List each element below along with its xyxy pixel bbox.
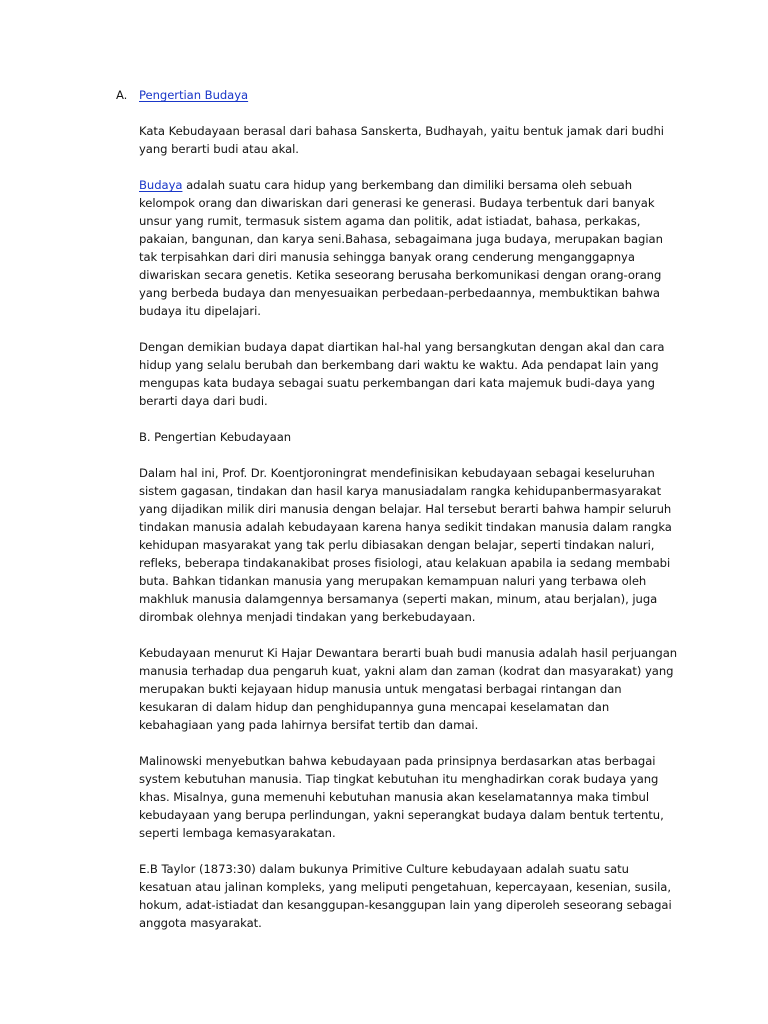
document-body bbox=[116, 86, 679, 950]
paragraph-budaya bbox=[139, 176, 679, 320]
paragraph-eb-taylor: E.B Taylor (1873:30) dalam bukunya Primitive Culture kebudayaan adalah suatu satu kesatuan atau jalinan kompleks, yang meliputi pengetahuan, kepercayaan, kesenian, susila, hokum, adat-istiadat dan kesanggupan-kesanggupan lain yang diperoleh seseorang sebagai anggota masyarakat. bbox=[139, 862, 672, 930]
paragraph-kata-kebudayaan: Kata Kebudayaan berasal dari bahasa Sanskerta, Budhayah, yaitu bentuk jamak dari budhi yang berarti budi atau akal. bbox=[139, 124, 664, 156]
section-a-marker: A. bbox=[116, 88, 128, 102]
paragraph-malinowski: Malinowski menyebutkan bahwa kebudayaan pada prinsipnya berdasarkan atas berbagai system kebutuhan manusia. Tiap tingkat kebutuhan itu menghadirkan corak budaya yang khas. Misalnya, guna memenuhi kebutuhan manusia akan keselamatannya maka timbul kebudayaan yang berupa perlindungan, yakni seperangkat budaya dalam bentuk tertentu, seperti lembaga kemasyarakatan. bbox=[139, 754, 664, 840]
paragraph-ki-hajar-dewantara: Kebudayaan menurut Ki Hajar Dewantara berarti buah budi manusia adalah hasil perjuangan manusia terhadap dua pengaruh kuat, yakni alam dan zaman (kodrat dan masyarakat) yang merupakan bukti kejayaan hidup manusia untuk mengatasi berbagai rintangan dan kesukaran di dalam hidup dan penghidupannya guna mencapai keselamatan dan kebahagiaan yang pada lahirnya bersifat tertib dan damai. bbox=[139, 646, 678, 732]
budaya-link[interactable]: Budaya bbox=[139, 178, 183, 192]
section-a-heading bbox=[116, 86, 679, 104]
paragraph-budaya-text: adalah suatu cara hidup yang berkembang dan dimiliki bersama oleh sebuah kelompok orang dan diwariskan dari generasi ke generasi. Budaya terbentuk dari banyak unsur yang rumit, termasuk sistem agama dan politik, adat istiadat, bahasa, perkakas, pakaian, bangunan, dan karya seni.Bahasa, sebagaimana juga budaya, merupakan bagian tak terpisahkan dari diri manusia sehingga banyak orang cenderung menganggapnya diwariskan secara genetis. Ketika seseorang berusaha berkomunikasi dengan orang-orang yang berbeda budaya dan menyesuaikan perbedaan-perbedaannya, membuktikan bahwa budaya itu dipelajari. bbox=[139, 178, 663, 318]
section-b-heading: B. Pengertian Kebudayaan bbox=[139, 430, 292, 444]
pengertian-budaya-link[interactable]: Pengertian Budaya bbox=[139, 88, 249, 102]
paragraph-koentjoroningrat: Dalam hal ini, Prof. Dr. Koentjoroningrat mendefinisikan kebudayaan sebagai keseluruhan sistem gagasan, tindakan dan hasil karya manusiadalam rangka kehidupanbermasyarakat yang dijadikan milik diri manusia dengan belajar. Hal tersebut berarti bahwa hampir seluruh tindakan manusia adalah kebudayaan karena hanya sedikit tindakan manusia dalam rangka kehidupan masyarakat yang tak perlu dibiasakan dengan belajar, seperti tindakan naluri, refleks, beberapa tindakanakibat proses fisiologi, atau kelakuan apabila ia sedang membabi buta. Bahkan tidankan manusia yang merupakan kemampuan naluri yang terbawa oleh makhluk manusia dalamgennya bersamanya (seperti makan, minum, atau berjalan), juga dirombak olehnya menjadi tindakan yang berkebudayaan. bbox=[139, 466, 672, 624]
paragraph-dengan-demikian: Dengan demikian budaya dapat diartikan hal-hal yang bersangkutan dengan akal dan cara hidup yang selalu berubah dan berkembang dari waktu ke waktu. Ada pendapat lain yang mengupas kata budaya sebagai suatu perkembangan dari kata majemuk budi-daya yang berarti daya dari budi. bbox=[139, 340, 665, 408]
